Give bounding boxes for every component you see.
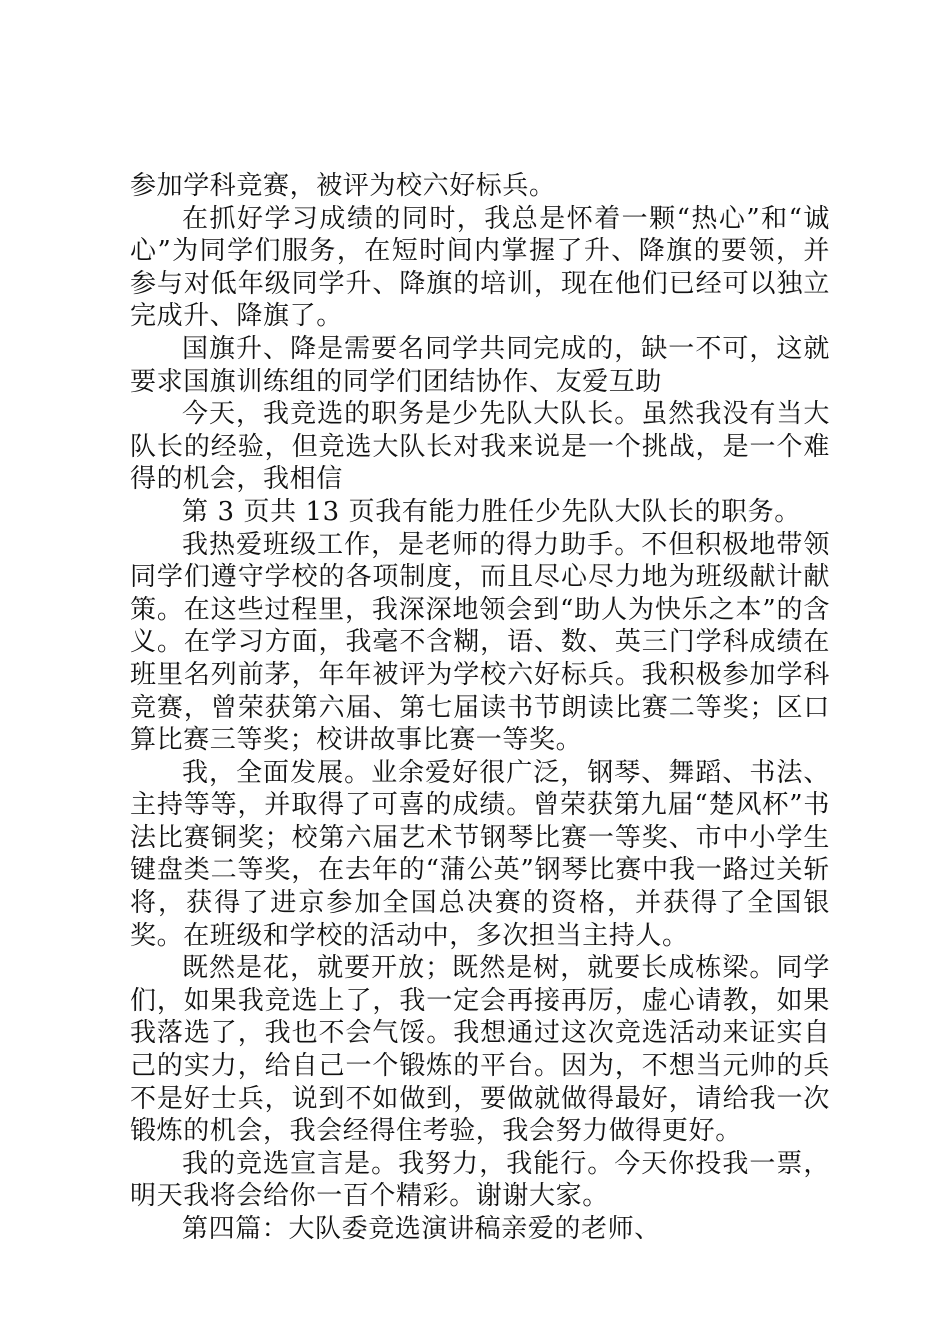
paragraph-3: 国旗升、降是需要名同学共同完成的，缺一不可，这就要求国旗训练组的同学们团结协作、友爱互助: [130, 333, 830, 397]
paragraph-10-section-heading: 第四篇：大队委竞选演讲稿亲爱的老师、: [182, 1214, 661, 1244]
paragraph-7: 我，全面发展。业余爱好很广泛，钢琴、舞蹈、书法、主持等等，并取得了可喜的成绩。曾荣获第九届“楚风杯”书法比赛铜奖；校第六届艺术节钢琴比赛一等奖、市中小学生键盘类二等奖，在去年的“蒲公英”钢琴比赛中我一路过关斩将，获得了进京参加全国总决赛的资格，并获得了全国银奖。在班级和学校的活动中，多次担当主持人。: [130, 757, 830, 951]
paragraph-8: 既然是花，就要开放；既然是树，就要长成栋梁。同学们，如果我竞选上了，我一定会再接再厉，虚心请教，如果我落选了，我也不会气馁。我想通过这次竞选活动来证实自己的实力，给自己一个锻炼的平台。因为，不想当元帅的兵不是好士兵，说到不如做到，要做就做得最好，请给我一次锻炼的机会，我会经得住考验，我会努力做得更好。: [130, 953, 830, 1147]
paragraph-2: 在抓好学习成绩的同时，我总是怀着一颗“热心”和“诚心”为同学们服务，在短时间内掌握了升、降旗的要领，并参与对低年级同学升、降旗的培训，现在他们已经可以独立完成升、降旗了。: [130, 203, 830, 332]
paragraph-4: 今天，我竞选的职务是少先队大队长。虽然我没有当大队长的经验，但竞选大队长对我来说是一个挑战，是一个难得的机会，我相信: [130, 399, 830, 495]
paragraph-6: 我热爱班级工作，是老师的得力助手。不但积极地带领同学们遵守学校的各项制度，而且尽心尽力地为班级献计献策。在这些过程里，我深深地领会到“助人为快乐之本”的含义。在学习方面，我毫不含糊，语、数、英三门学科成绩在班里名列前茅，年年被评为学校六好标兵。我积极参加学科竞赛，曾荣获第六届、第七届读书节朗读比赛二等奖；区口算比赛三等奖；校讲故事比赛一等奖。: [130, 529, 830, 756]
document-body: [130, 170, 830, 1246]
paragraph-9: 我的竞选宣言是。我努力，我能行。今天你投我一票，明天我将会给你一百个精彩。谢谢大家。: [130, 1148, 830, 1212]
paragraph-1: 参加学科竞赛，被评为校六好标兵。: [130, 171, 556, 201]
paragraph-5-page-marker: 第 3 页共 13 页我有能力胜任少先队大队长的职务。: [182, 496, 801, 527]
